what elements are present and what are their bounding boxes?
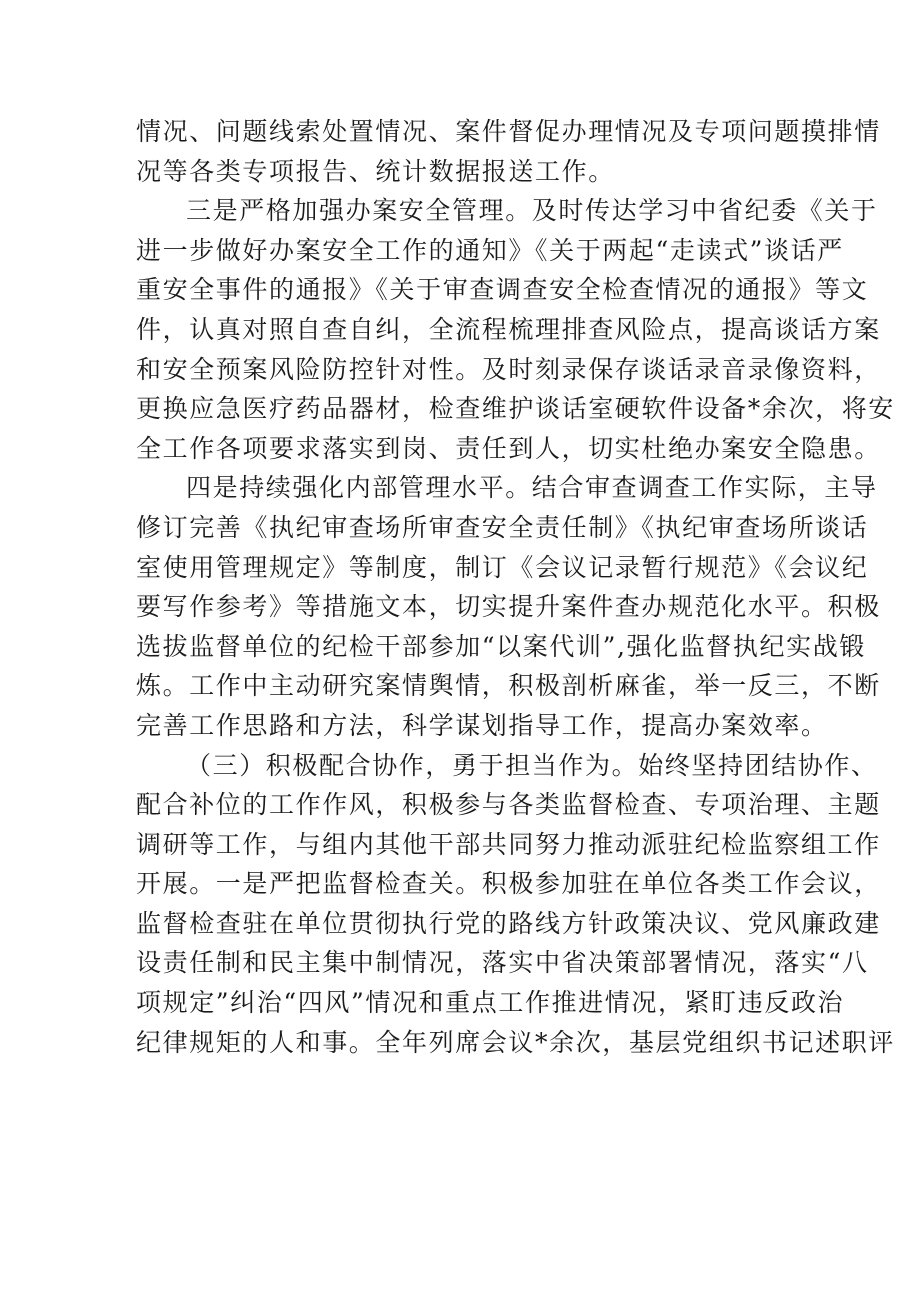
text-line: 和安全预案风险防控针对性。及时刻录保存谈话录音录像资料， bbox=[136, 354, 881, 384]
paragraph-4 bbox=[136, 746, 895, 1063]
text-line: 项规定”纠治“四风”情况和重点工作推进情况，紧盯违反政治 bbox=[136, 988, 845, 1018]
paragraph-2 bbox=[136, 191, 895, 468]
text-line: 开展。一是严把监督检查关。积极参加驻在单位各类工作会议， bbox=[136, 869, 881, 899]
text-line: 进一步做好办案安全工作的通知》《关于两起“走读式”谈话严 bbox=[136, 235, 844, 265]
text-line: （三）积极配合协作，勇于担当作为。始终坚持团结协作、 bbox=[186, 750, 878, 780]
text-line: 三是严格加强办案安全管理。及时传达学习中省纪委《关于 bbox=[186, 196, 878, 226]
text-line: 况等各类专项报告、统计数据报送工作。 bbox=[136, 156, 615, 186]
text-line: 要写作参考》等措施文本，切实提升案件查办规范化水平。积极 bbox=[136, 592, 881, 622]
text-line: 设责任制和民主集中制情况，落实中省决策部署情况，落实“八 bbox=[136, 948, 869, 978]
text-line: 情况、问题线索处置情况、案件督促办理情况及专项问题摸排情 bbox=[136, 117, 881, 146]
document-body bbox=[136, 112, 895, 1062]
text-line: 重安全事件的通报》《关于审查调查安全检查情况的通报》等文 bbox=[136, 275, 869, 305]
text-line: 修订完善《执纪审查场所审查安全责任制》《执纪审查场所谈话 bbox=[136, 512, 869, 542]
text-line: 更换应急医疗药品器材，检查维护谈话室硬软件设备*余次，将安 bbox=[136, 394, 895, 424]
paragraph-1 bbox=[136, 112, 881, 191]
text-line: 监督检查驻在单位贯彻执行党的路线方针政策决议、党风廉政建 bbox=[136, 908, 881, 938]
paragraph-3 bbox=[136, 468, 881, 745]
text-line: 全工作各项要求落实到岗、责任到人，切实杜绝办案安全隐患。 bbox=[136, 433, 881, 463]
text-line: 炼。工作中主动研究案情舆情，积极剖析麻雀，举一反三，不断 bbox=[136, 671, 881, 701]
text-line: 四是持续强化内部管理水平。结合审查调查工作实际，主导 bbox=[186, 473, 878, 503]
text-line: 室使用管理规定》等制度，制订《会议记录暂行规范》《会议纪 bbox=[136, 552, 869, 582]
text-line: 纪律规矩的人和事。全年列席会议*余次，基层党组织书记述职评 bbox=[136, 1027, 895, 1057]
text-line: 件，认真对照自查自纠，全流程梳理排查风险点，提高谈话方案 bbox=[136, 314, 881, 344]
text-line: 选拔监督单位的纪检干部参加“以案代训”,强化监督执纪实战锻 bbox=[136, 631, 866, 661]
text-line: 配合补位的工作作风，积极参与各类监督检查、专项治理、主题 bbox=[136, 790, 881, 820]
text-line: 调研等工作，与组内其他干部共同努力推动派驻纪检监察组工作 bbox=[136, 829, 881, 859]
text-line: 完善工作思路和方法，科学谋划指导工作，提高办案效率。 bbox=[136, 710, 828, 740]
